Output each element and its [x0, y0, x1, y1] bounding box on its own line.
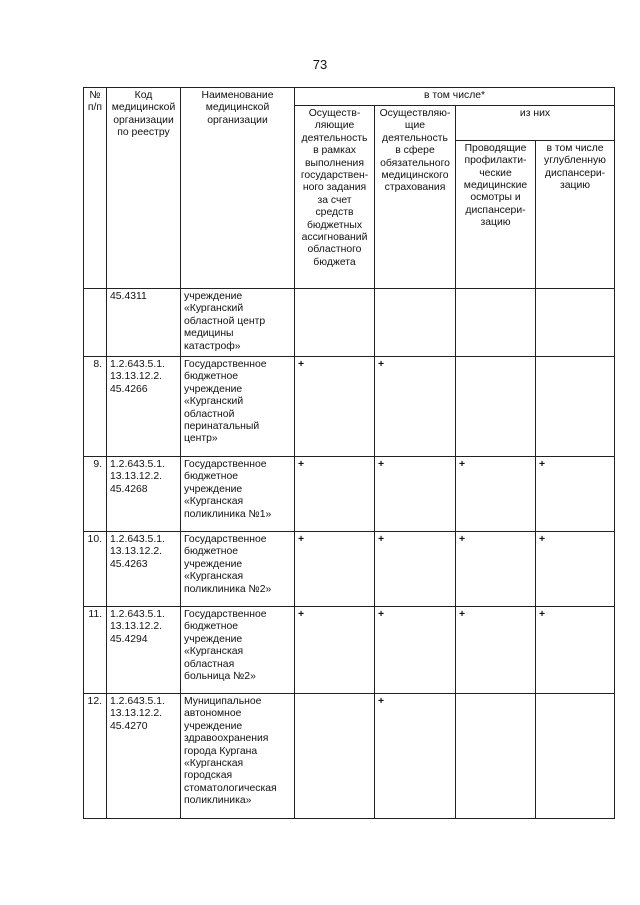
- row-budget: +: [295, 357, 375, 457]
- row-name: Государственное бюджетное учреждение «Курганская поликлиника №2»: [181, 532, 295, 607]
- row-oms: +: [375, 607, 456, 694]
- row-deep: +: [536, 607, 615, 694]
- row-number: 8.: [84, 357, 107, 457]
- row-budget: [295, 694, 375, 819]
- row-prof: +: [456, 457, 536, 532]
- header-oms: Осуществляю- щие деятельность в сфере обязательного медицинского страхования: [375, 106, 456, 289]
- row-oms: +: [375, 532, 456, 607]
- table-row: [84, 694, 615, 819]
- row-budget: +: [295, 532, 375, 607]
- row-code: 1.2.643.5.1. 13.13.12.2. 45.4270: [107, 694, 181, 819]
- row-number: 9.: [84, 457, 107, 532]
- row-name: учреждение «Курганский областной центр медицины катастроф»: [181, 289, 295, 357]
- row-number: 12.: [84, 694, 107, 819]
- row-budget: +: [295, 607, 375, 694]
- header-including: в том числе*: [295, 88, 615, 106]
- table-row: [84, 532, 615, 607]
- row-deep: +: [536, 532, 615, 607]
- row-deep: +: [536, 457, 615, 532]
- row-code: 1.2.643.5.1. 13.13.12.2. 45.4263: [107, 532, 181, 607]
- row-deep: [536, 357, 615, 457]
- row-name: Муниципальное автономное учреждение здравоохранения города Кургана «Курганская городская стоматологическая поликлиника»: [181, 694, 295, 819]
- header-num: № п/п: [84, 88, 107, 289]
- row-prof: +: [456, 532, 536, 607]
- header-row-1: [84, 88, 615, 106]
- header-prof: Проводящие профилакти- ческие медицинские осмотры и диспансери- зацию: [456, 140, 536, 288]
- header-name: Наименование медицинской организации: [181, 88, 295, 289]
- row-oms: +: [375, 357, 456, 457]
- row-code: 1.2.643.5.1. 13.13.12.2. 45.4266: [107, 357, 181, 457]
- table-row: [84, 357, 615, 457]
- table-row: [84, 607, 615, 694]
- table-row: [84, 289, 615, 357]
- row-name: Государственное бюджетное учреждение «Курганский областной перинатальный центр»: [181, 357, 295, 457]
- header-code: Код медицинской организации по реестру: [107, 88, 181, 289]
- page-number: 73: [312, 57, 328, 72]
- row-code: 1.2.643.5.1. 13.13.12.2. 45.4294: [107, 607, 181, 694]
- row-budget: +: [295, 457, 375, 532]
- row-code: 1.2.643.5.1. 13.13.12.2. 45.4268: [107, 457, 181, 532]
- row-prof: +: [456, 607, 536, 694]
- row-oms: +: [375, 694, 456, 819]
- row-code: 45.4311: [107, 289, 181, 357]
- header-of-them: из них: [456, 106, 615, 141]
- row-prof: [456, 357, 536, 457]
- row-deep: [536, 289, 615, 357]
- row-deep: [536, 694, 615, 819]
- organizations-table: [83, 87, 615, 819]
- row-prof: [456, 289, 536, 357]
- header-budget: Осуществ- ляющие деятельность в рамках выполнения государствен- ного задания за счет средств бюджетных ассигнований областного бюджета: [295, 106, 375, 289]
- row-prof: [456, 694, 536, 819]
- row-budget: [295, 289, 375, 357]
- row-number: [84, 289, 107, 357]
- header-deep: в том числе углубленную диспансери- зацию: [536, 140, 615, 288]
- row-number: 11.: [84, 607, 107, 694]
- row-oms: [375, 289, 456, 357]
- row-number: 10.: [84, 532, 107, 607]
- row-name: Государственное бюджетное учреждение «Курганская областная больница №2»: [181, 607, 295, 694]
- row-name: Государственное бюджетное учреждение «Курганская поликлиника №1»: [181, 457, 295, 532]
- row-oms: +: [375, 457, 456, 532]
- table-row: [84, 457, 615, 532]
